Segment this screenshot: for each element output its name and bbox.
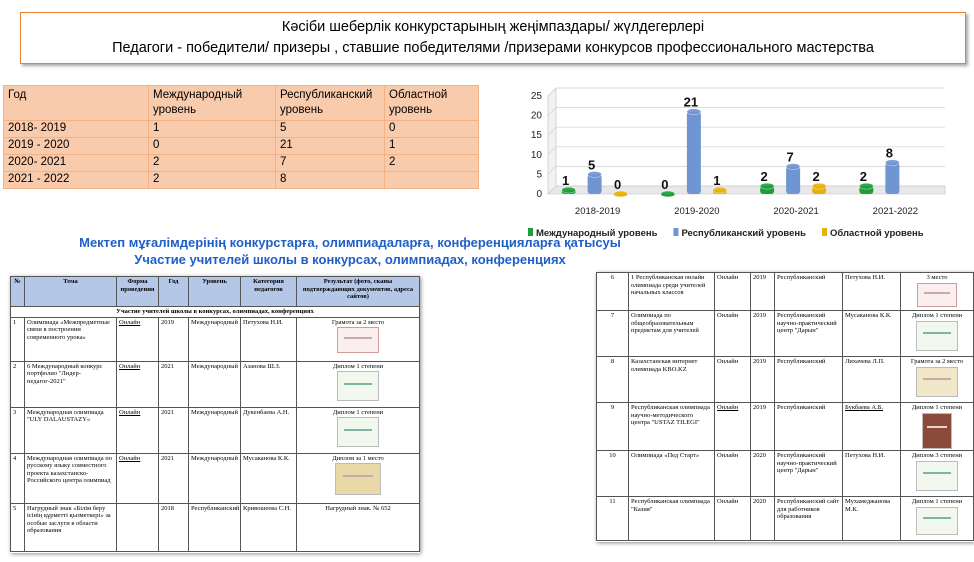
doc-header-cell: Форма проведения (117, 277, 159, 307)
data-label: 2 (760, 169, 768, 185)
row-topic: 1 Республиканская онлайн олимпиада среди учителей начальных классов (629, 273, 715, 311)
row-teacher: Букбаева А.Б. (843, 403, 901, 451)
chart-side-wall (548, 88, 556, 194)
row-teacher: Петухова Н.И. (241, 317, 297, 361)
row-form: Онлайн (117, 317, 159, 361)
row-teacher: Азанова Ш.З. (241, 361, 297, 407)
stats-cell: 2 (149, 172, 276, 189)
result-text: Диплом 1 степени (332, 362, 384, 370)
stats-row (4, 155, 479, 172)
row-topic: Международная олимпиада по русскому языку совместного проекта казахстанско- Российского центра олимпиад (25, 453, 117, 503)
row-topic: Олимпиада по общеобразовательным предметам для учителей (629, 311, 715, 357)
table-row (11, 503, 420, 551)
row-number: 1 (11, 317, 25, 361)
result-text: Диплом 1 степени (911, 404, 963, 411)
y-tick-label: 25 (530, 91, 542, 102)
doc-header-cell: Результат (фото, сканы подтверждающих документов, адреса сайтов) (297, 277, 420, 307)
row-year: 2021 (159, 361, 189, 407)
data-label: 7 (786, 149, 794, 165)
doc-header-cell: № (11, 277, 25, 307)
row-number: 11 (597, 497, 629, 541)
bar (687, 112, 701, 194)
row-year: 2021 (159, 453, 189, 503)
title-ru: Педагоги - победители/ призеры , ставшие победителями /призерами конкурсов профессионального мастерства (112, 40, 874, 56)
row-form: Онлайн (715, 403, 751, 451)
row-number: 2 (11, 361, 25, 407)
row-result (901, 273, 974, 311)
participation-table-right (596, 272, 974, 541)
row-year: 2019 (751, 311, 775, 357)
doc-header-cell: Категория педагогов (241, 277, 297, 307)
participation-table-left (10, 276, 420, 552)
row-form (117, 503, 159, 551)
row-teacher: Дукенбаева А.Н. (241, 407, 297, 453)
row-topic: Республиканская олимпиада научно-методического центра "USTAZ TILEGI" (629, 403, 715, 451)
table-row (597, 273, 974, 311)
result-text: Диплом 1 степени (332, 408, 384, 416)
data-label: 2 (812, 169, 820, 185)
stats-cell: 2 (385, 155, 479, 172)
grid-line (548, 88, 945, 96)
row-level: Республиканский (775, 273, 843, 311)
row-level: Республиканский научно-практический центр "Дарын" (775, 451, 843, 497)
stats-cell: 0 (149, 138, 276, 155)
data-label: 21 (683, 94, 699, 110)
x-tick-label: 2020-2021 (773, 206, 819, 217)
stats-cell: 2018- 2019 (4, 121, 149, 138)
certificate-image (916, 321, 958, 351)
row-result (297, 317, 420, 361)
row-form: Онлайн (117, 361, 159, 407)
row-result (297, 361, 420, 407)
row-teacher: Петухова Н.И. (843, 451, 901, 497)
row-topic: Олимпиада «Пед Старт» (629, 451, 715, 497)
x-tick-label: 2021-2022 (872, 206, 919, 217)
data-label: 0 (614, 177, 622, 192)
result-text: Грамота за 2 место (331, 318, 385, 326)
stats-row (4, 172, 479, 189)
row-level: Международный (189, 453, 241, 503)
row-topic: Международная олимпиада "ULY DALAUSTAZY« (25, 407, 117, 453)
row-result: Нагрудный знак. № 652 (297, 503, 420, 551)
certificate-image (916, 461, 958, 491)
row-result (901, 357, 974, 403)
legend-label: Областной уровень (830, 228, 924, 239)
row-result (901, 311, 974, 357)
row-number: 6 (597, 273, 629, 311)
table-row (11, 317, 420, 361)
row-year: 2021 (159, 407, 189, 453)
certificate-image (337, 327, 379, 353)
data-label: 8 (885, 145, 893, 161)
stats-row (4, 121, 479, 138)
x-tick-label: 2018-2019 (574, 206, 621, 217)
row-number: 7 (597, 311, 629, 357)
stats-cell: 2021 - 2022 (4, 172, 149, 189)
stats-header-republic: Республиканский уровень (276, 86, 385, 121)
row-level: Республиканский (189, 503, 241, 551)
table-row (597, 357, 974, 403)
doc-header-cell: Уровень (189, 277, 241, 307)
document-right (596, 272, 974, 542)
stats-cell (385, 172, 479, 189)
row-year: 2020 (751, 451, 775, 497)
result-text: Диплом 3 степени (911, 452, 963, 459)
doc-subtitle: Участие учителей школы в конкурсах, олимпиадах, конференциях (11, 307, 420, 318)
certificate-image (337, 371, 379, 401)
row-result (297, 407, 420, 453)
row-result (901, 403, 974, 451)
data-label: 2 (859, 169, 867, 185)
row-result (901, 497, 974, 541)
row-teacher: Мусаканова К.К. (241, 453, 297, 503)
grid-line (548, 127, 945, 135)
data-label: 1 (562, 173, 570, 189)
result-text: 3 место (926, 274, 948, 281)
result-text: Диплом 1 степени (911, 498, 963, 505)
table-row (11, 361, 420, 407)
stats-cell: 0 (385, 121, 479, 138)
row-teacher: Мусаканова К.К. (843, 311, 901, 357)
row-result (297, 453, 420, 503)
stats-cell: 7 (276, 155, 385, 172)
doc-header-cell: Год (159, 277, 189, 307)
certificate-image (916, 367, 958, 397)
bar-chart (520, 83, 950, 243)
table-row (597, 451, 974, 497)
row-teacher: Петухова Н.И. (843, 273, 901, 311)
table-row (597, 403, 974, 451)
stats-cell: 2 (149, 155, 276, 172)
stats-cell: 2020- 2021 (4, 155, 149, 172)
row-level: Международный (189, 407, 241, 453)
document-left (10, 276, 420, 553)
result-text: Диплом 1 степени (911, 312, 963, 319)
y-tick-label: 0 (536, 189, 542, 200)
row-year: 2018 (159, 503, 189, 551)
row-topic: Казахстанская интернет олимпиада KBO.KZ (629, 357, 715, 403)
certificate-image (337, 417, 379, 447)
table-row (597, 497, 974, 541)
stats-cell: 2019 - 2020 (4, 138, 149, 155)
row-topic: 6 Международный конкурс портфолио "Лидер- педагог-2021" (25, 361, 117, 407)
row-result (901, 451, 974, 497)
stats-header-row (4, 86, 479, 121)
row-number: 3 (11, 407, 25, 453)
section-heading-ru: Участие учителей школы в конкурсах, олимпиадах, конференциях (134, 252, 566, 267)
certificate-image (917, 283, 957, 307)
table-row (11, 407, 420, 453)
stats-header-regional: Областной уровень (385, 86, 479, 121)
row-form: Онлайн (715, 311, 751, 357)
row-number: 10 (597, 451, 629, 497)
table-row (597, 311, 974, 357)
legend-swatch (822, 228, 827, 236)
result-text: Диплом за 1 место (332, 454, 384, 462)
row-level: Международный (189, 317, 241, 361)
row-form: Онлайн (715, 357, 751, 403)
legend-label: Республиканский уровень (681, 228, 806, 239)
stats-table (3, 85, 479, 189)
row-topic: Нагрудный знак «Білім беру ісінің құрметті қызметкері» за особые заслуги в области образования (25, 503, 117, 551)
bar (786, 167, 800, 194)
y-tick-label: 20 (530, 110, 542, 122)
row-year: 2019 (751, 273, 775, 311)
title-kz: Кәсіби шеберлік конкурстарының жеңімпаздары/ жүлдегерлері (281, 19, 705, 35)
stats-row (4, 138, 479, 155)
row-form: Онлайн (117, 453, 159, 503)
row-number: 8 (597, 357, 629, 403)
row-form: Онлайн (715, 451, 751, 497)
stats-cell: 1 (385, 138, 479, 155)
row-level: Республиканский (775, 357, 843, 403)
y-tick-label: 15 (530, 130, 542, 142)
stats-cell: 8 (276, 172, 385, 189)
row-level: Республиканский (775, 403, 843, 451)
doc-header-cell: Тема (25, 277, 117, 307)
row-teacher: Мухамеджанова М.К. (843, 497, 901, 541)
row-teacher: Кривошеева С.Н. (241, 503, 297, 551)
legend-label: Международный уровень (536, 228, 658, 239)
stats-cell: 21 (276, 138, 385, 155)
certificate-image (922, 413, 952, 449)
stats-cell: 5 (276, 121, 385, 138)
data-label: 5 (588, 157, 596, 173)
row-year: 2019 (751, 403, 775, 451)
row-form: Онлайн (117, 407, 159, 453)
row-form: Онлайн (715, 497, 751, 541)
stats-cell: 1 (149, 121, 276, 138)
doc-subtitle-row (11, 307, 420, 318)
result-text: Грамота за 2 место (910, 358, 964, 365)
row-level: Международный (189, 361, 241, 407)
title-box (20, 12, 966, 64)
row-number: 4 (11, 453, 25, 503)
doc-header-row (11, 277, 420, 307)
x-tick-label: 2019-2020 (674, 206, 720, 217)
data-label: 1 (713, 173, 721, 189)
data-label: 0 (661, 177, 669, 192)
table-row (11, 453, 420, 503)
y-tick-label: 10 (530, 149, 542, 161)
legend-swatch (673, 228, 678, 236)
bar (885, 163, 899, 194)
row-year: 2019 (159, 317, 189, 361)
row-teacher: Лихачева Л.П. (843, 357, 901, 403)
row-form: Онлайн (715, 273, 751, 311)
stats-header-international: Международный уровень (149, 86, 276, 121)
row-level: Республиканский научно-практический центр "Дарын" (775, 311, 843, 357)
row-number: 9 (597, 403, 629, 451)
y-tick-label: 5 (536, 169, 542, 181)
row-year: 2020 (751, 497, 775, 541)
grid-line (548, 108, 945, 116)
stats-header-year: Год (4, 86, 149, 121)
certificate-image (335, 463, 381, 495)
row-year: 2019 (751, 357, 775, 403)
row-number: 5 (11, 503, 25, 551)
row-topic: Олимпиада «Межпредметные связи в построении современного урока» (25, 317, 117, 361)
row-topic: Республиканская олимпиада "Казия" (629, 497, 715, 541)
section-heading-kz: Мектеп мұғалімдерінің конкурстарға, олимпиадаларға, конференцияларға қатысуы (79, 235, 621, 250)
row-level: Республиканский сайт для работников образования (775, 497, 843, 541)
certificate-image (916, 507, 958, 535)
